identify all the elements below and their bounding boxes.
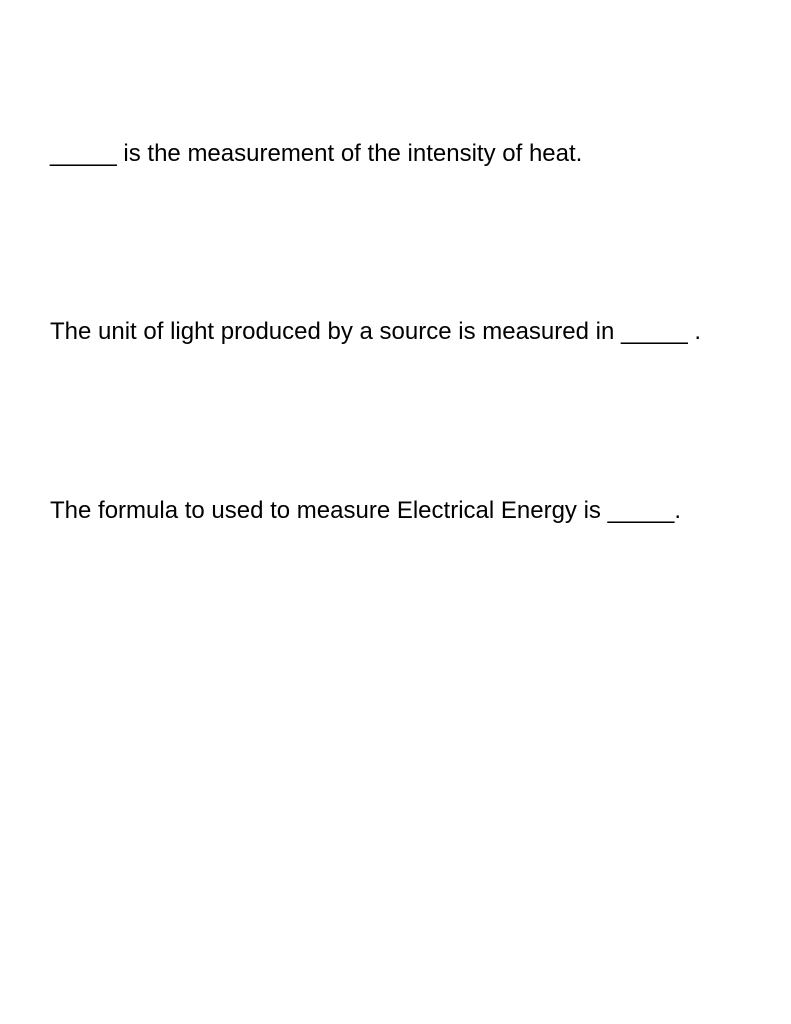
question-1-text: _____ is the measurement of the intensity of heat.: [50, 140, 583, 167]
question-3-text: The formula to used to measure Electrical Energy is _____.: [50, 497, 681, 524]
question-2-text: The unit of light produced by a source is measured in _____ .: [50, 318, 702, 345]
